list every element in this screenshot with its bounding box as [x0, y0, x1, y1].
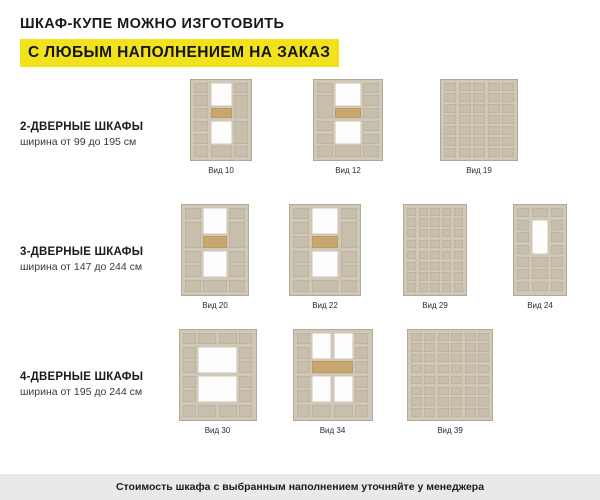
shelf-cell	[363, 83, 379, 93]
shelf-cell	[444, 104, 456, 112]
shelf-cell	[532, 282, 548, 292]
shelf-cell	[444, 126, 456, 134]
shelf-cell	[198, 333, 216, 345]
shelf-cell	[229, 208, 245, 220]
shelf-cell	[451, 365, 462, 373]
row-title: 3-ДВЕРНЫЕ ШКАФЫ	[20, 245, 144, 258]
wardrobe-caption: Вид 22	[312, 300, 338, 310]
wardrobe-drawing	[403, 204, 467, 296]
shelf-cell	[465, 365, 476, 373]
shelf-cell	[411, 354, 422, 362]
shelf-cell	[465, 376, 476, 384]
shelf-cell	[407, 218, 416, 226]
shelf-cell	[419, 229, 428, 237]
shelf-cell	[363, 121, 379, 131]
shelf-cell	[355, 347, 368, 359]
wardrobe-drawing	[289, 204, 361, 296]
shelf-cell	[234, 121, 248, 144]
shelf-cell	[551, 232, 563, 242]
header-line-1: ШКАФ-КУПЕ МОЖНО ИЗГОТОВИТЬ	[20, 16, 285, 32]
wardrobe-item[interactable]	[282, 79, 414, 175]
shelf-cell	[229, 280, 245, 292]
shelf-cell	[183, 333, 196, 345]
shelf-cell	[185, 208, 201, 220]
shelf-cell	[312, 280, 338, 292]
shelf-cell	[185, 251, 201, 263]
shelf-cell	[297, 333, 310, 345]
shelf-cell	[183, 405, 196, 417]
shelf-cell	[473, 148, 485, 156]
wardrobe-drawing	[513, 204, 567, 296]
shelf-cell	[185, 265, 201, 277]
shelf-cell	[478, 365, 489, 373]
wardrobe-drawing	[313, 79, 383, 161]
shelf-cell	[465, 387, 476, 395]
row-label-4-door	[0, 329, 160, 398]
shelf-cell	[442, 251, 451, 259]
shelf-cell	[551, 282, 563, 292]
shelf-cell	[234, 83, 248, 93]
wardrobe-item[interactable]	[160, 329, 275, 435]
shelf-cell	[438, 408, 449, 416]
shelf-cell	[442, 218, 451, 226]
shelf-cell	[312, 405, 331, 417]
shelf-cell	[451, 354, 462, 362]
shelf-cell	[478, 343, 489, 351]
shelf-cell	[183, 347, 196, 359]
shelf-cell	[312, 251, 338, 277]
shelf-cell	[411, 376, 422, 384]
row-4-door	[0, 329, 600, 454]
shelf-cell	[473, 115, 485, 123]
shelf-cell	[454, 272, 463, 280]
shelf-cell	[502, 115, 514, 123]
shelf-cell	[407, 240, 416, 248]
shelf-cell	[229, 251, 245, 263]
shelf-cell	[183, 376, 196, 388]
wardrobe-caption: Вид 30	[204, 425, 231, 435]
shelf-cell	[194, 134, 208, 144]
shelf-cell	[312, 236, 338, 248]
shelf-cell	[424, 343, 435, 351]
shelf-cell	[478, 376, 489, 384]
shelf-cell	[442, 240, 451, 248]
shelf-cell	[502, 148, 514, 156]
shelf-cell	[411, 343, 422, 351]
shelf-cell	[459, 104, 471, 112]
shelf-cell	[465, 343, 476, 351]
footer-bar	[0, 474, 600, 500]
wardrobe-caption: Вид 19	[466, 165, 492, 175]
shelf-cell	[419, 240, 428, 248]
shelf-cell	[239, 361, 252, 373]
shelf-cell	[478, 387, 489, 395]
shelf-cell	[317, 95, 333, 118]
shelf-cell	[203, 280, 227, 292]
shelf-cell	[293, 251, 309, 263]
shelf-cell	[194, 108, 208, 118]
shelf-cell	[407, 208, 416, 216]
wardrobe-drawing	[181, 204, 249, 296]
shelf-cell	[407, 229, 416, 237]
shelf-cell	[488, 148, 500, 156]
wardrobe-caption: Вид 29	[422, 300, 448, 310]
shelf-cell	[488, 104, 500, 112]
shelf-cell	[551, 269, 563, 279]
shelf-cell	[454, 262, 463, 270]
wardrobe-drawing	[179, 329, 257, 421]
shelf-cell	[355, 361, 368, 373]
wardrobe-caption: Вид 39	[437, 425, 463, 435]
shelf-cell	[532, 257, 548, 267]
shelf-cell	[517, 257, 529, 267]
shelf-cell	[363, 134, 379, 144]
shelf-cell	[219, 333, 237, 345]
shelf-cell	[502, 104, 514, 112]
shelf-cell	[430, 262, 439, 270]
row-3-door	[0, 204, 600, 329]
shelf-cell	[211, 121, 232, 144]
shelf-cell	[532, 220, 548, 255]
shelf-cell	[234, 146, 248, 156]
shelf-cell	[185, 222, 201, 248]
shelf-cell	[335, 121, 360, 144]
shelf-cell	[198, 376, 237, 402]
shelf-cell	[502, 126, 514, 134]
shelf-cell	[407, 251, 416, 259]
shelf-cell	[297, 390, 310, 402]
shelf-cell	[293, 265, 309, 277]
shelf-cell	[229, 265, 245, 277]
shelf-cell	[239, 376, 252, 388]
shelf-cell	[454, 283, 463, 291]
shelf-cell	[317, 146, 333, 156]
shelf-cell	[312, 376, 331, 402]
shelf-cell	[551, 220, 563, 230]
shelf-cell	[411, 397, 422, 405]
shelf-cell	[424, 333, 435, 341]
shelf-cell	[430, 272, 439, 280]
wardrobe-item[interactable]	[275, 329, 390, 435]
shelf-cell	[438, 397, 449, 405]
header-highlight	[20, 39, 339, 67]
shelf-cell	[459, 126, 471, 134]
shelf-cell	[517, 220, 529, 230]
shelf-cell	[438, 354, 449, 362]
shelf-cell	[407, 272, 416, 280]
shelf-cell	[438, 365, 449, 373]
shelf-cell	[293, 236, 309, 248]
shelf-cell	[438, 343, 449, 351]
shelf-cell	[335, 83, 360, 106]
shelf-cell	[198, 347, 237, 373]
shelf-cell	[317, 134, 333, 144]
shelf-cell	[454, 208, 463, 216]
shelf-cell	[424, 387, 435, 395]
shelf-cell	[183, 361, 196, 373]
header-line-2: С ЛЮБЫМ НАПОЛНЕНИЕМ НА ЗАКАЗ	[28, 44, 331, 61]
wardrobe-drawing	[407, 329, 493, 421]
shelf-cell	[488, 83, 500, 91]
shelf-cell	[239, 347, 252, 359]
wardrobe-drawing	[440, 79, 518, 161]
shelf-cell	[341, 222, 357, 248]
row-items-2-door	[160, 79, 600, 175]
shelf-cell	[451, 376, 462, 384]
shelf-cell	[442, 272, 451, 280]
shelf-cell	[424, 376, 435, 384]
shelf-cell	[459, 148, 471, 156]
shelf-cell	[451, 408, 462, 416]
shelf-cell	[363, 95, 379, 105]
shelf-cell	[442, 262, 451, 270]
wardrobe-item[interactable]	[490, 204, 590, 310]
row-subtitle: ширина от 195 до 244 см	[20, 385, 143, 398]
shelf-cell	[239, 405, 252, 417]
shelf-cell	[517, 245, 529, 255]
shelf-cell	[419, 262, 428, 270]
shelf-cell	[424, 397, 435, 405]
shelf-cell	[203, 236, 227, 248]
shelf-cell	[438, 376, 449, 384]
shelf-cell	[517, 232, 529, 242]
row-title: 2-ДВЕРНЫЕ ШКАФЫ	[20, 120, 144, 133]
shelf-cell	[317, 121, 333, 131]
shelf-cell	[407, 262, 416, 270]
shelf-cell	[203, 208, 227, 234]
shelf-cell	[312, 208, 338, 234]
shelf-cell	[419, 218, 428, 226]
row-label-2-door	[0, 79, 160, 148]
shelf-cell	[430, 251, 439, 259]
shelf-cell	[478, 354, 489, 362]
wardrobe-caption: Вид 10	[208, 165, 234, 175]
shelf-cell	[355, 390, 368, 402]
shelf-cell	[517, 282, 529, 292]
wardrobe-rows	[0, 79, 600, 454]
shelf-cell	[451, 343, 462, 351]
shelf-cell	[312, 361, 352, 373]
shelf-cell	[459, 83, 471, 91]
shelf-cell	[488, 93, 500, 101]
shelf-cell	[411, 333, 422, 341]
shelf-cell	[424, 408, 435, 416]
shelf-cell	[239, 390, 252, 402]
shelf-cell	[363, 146, 379, 156]
shelf-cell	[419, 251, 428, 259]
shelf-cell	[532, 269, 548, 279]
shelf-cell	[229, 222, 245, 248]
shelf-cell	[502, 83, 514, 91]
shelf-cell	[335, 108, 360, 118]
shelf-cell	[473, 126, 485, 134]
shelf-cell	[488, 115, 500, 123]
shelf-cell	[465, 354, 476, 362]
shelf-cell	[473, 93, 485, 101]
shelf-cell	[454, 251, 463, 259]
shelf-cell	[424, 365, 435, 373]
shelf-cell	[442, 208, 451, 216]
shelf-cell	[454, 240, 463, 248]
shelf-cell	[465, 397, 476, 405]
shelf-cell	[334, 405, 353, 417]
shelf-cell	[473, 104, 485, 112]
row-items-3-door	[160, 204, 600, 310]
shelf-cell	[473, 83, 485, 91]
shelf-cell	[551, 208, 563, 218]
wardrobe-item[interactable]	[390, 329, 510, 435]
shelf-cell	[185, 280, 201, 292]
footer-text: Стоимость шкафа с выбранным наполнением уточняйте у менеджера	[115, 481, 485, 493]
shelf-cell	[430, 283, 439, 291]
row-title: 4-ДВЕРНЫЕ ШКАФЫ	[20, 370, 144, 383]
shelf-cell	[211, 146, 232, 156]
shelf-cell	[442, 229, 451, 237]
shelf-cell	[234, 95, 248, 118]
shelf-cell	[334, 376, 353, 402]
shelf-cell	[293, 208, 309, 220]
shelf-cell	[194, 146, 208, 156]
shelf-cell	[459, 115, 471, 123]
shelf-cell	[444, 115, 456, 123]
shelf-cell	[194, 95, 208, 105]
shelf-cell	[532, 208, 548, 218]
shelf-cell	[341, 208, 357, 220]
shelf-cell	[502, 93, 514, 101]
shelf-cell	[419, 272, 428, 280]
shelf-cell	[239, 333, 252, 345]
row-2-door	[0, 79, 600, 204]
shelf-cell	[430, 240, 439, 248]
shelf-cell	[203, 251, 227, 277]
wardrobe-caption: Вид 20	[202, 300, 228, 310]
shelf-cell	[438, 387, 449, 395]
shelf-cell	[451, 397, 462, 405]
shelf-cell	[444, 83, 456, 91]
wardrobe-caption: Вид 34	[319, 425, 346, 435]
wardrobe-item[interactable]	[380, 204, 490, 310]
shelf-cell	[183, 390, 196, 402]
shelf-cell	[459, 93, 471, 101]
wardrobe-caption: Вид 12	[335, 165, 361, 175]
wardrobe-item[interactable]	[270, 204, 380, 310]
shelf-cell	[419, 283, 428, 291]
row-items-4-door	[160, 329, 600, 435]
shelf-cell	[363, 108, 379, 118]
shelf-cell	[517, 208, 529, 218]
shelf-cell	[312, 333, 331, 359]
row-label-3-door	[0, 204, 160, 273]
header	[0, 0, 600, 67]
shelf-cell	[341, 265, 357, 277]
wardrobe-caption: Вид 24	[527, 300, 553, 310]
shelf-cell	[355, 405, 368, 417]
shelf-cell	[419, 208, 428, 216]
shelf-cell	[438, 333, 449, 341]
shelf-cell	[465, 333, 476, 341]
shelf-cell	[551, 257, 563, 267]
shelf-cell	[341, 280, 357, 292]
shelf-cell	[454, 229, 463, 237]
shelf-cell	[430, 208, 439, 216]
shelf-cell	[451, 387, 462, 395]
shelf-cell	[355, 376, 368, 388]
shelf-cell	[488, 126, 500, 134]
shelf-cell	[194, 121, 208, 131]
shelf-cell	[442, 283, 451, 291]
shelf-cell	[297, 347, 310, 359]
shelf-cell	[198, 405, 216, 417]
shelf-cell	[444, 137, 456, 145]
wardrobe-item[interactable]	[160, 204, 270, 310]
shelf-cell	[502, 137, 514, 145]
shelf-cell	[444, 148, 456, 156]
shelf-cell	[211, 108, 232, 118]
shelf-cell	[335, 146, 360, 156]
shelf-cell	[407, 283, 416, 291]
shelf-cell	[430, 218, 439, 226]
shelf-cell	[194, 83, 208, 93]
shelf-cell	[297, 361, 310, 373]
shelf-cell	[488, 137, 500, 145]
shelf-cell	[465, 408, 476, 416]
shelf-cell	[334, 333, 353, 359]
shelf-cell	[219, 405, 237, 417]
shelf-cell	[411, 387, 422, 395]
shelf-cell	[355, 333, 368, 345]
shelf-cell	[293, 222, 309, 234]
wardrobe-drawing	[190, 79, 252, 161]
shelf-cell	[459, 137, 471, 145]
shelf-cell	[444, 93, 456, 101]
shelf-cell	[317, 83, 333, 93]
shelf-cell	[341, 251, 357, 263]
wardrobe-drawing	[293, 329, 373, 421]
shelf-cell	[430, 229, 439, 237]
shelf-cell	[411, 408, 422, 416]
shelf-cell	[478, 408, 489, 416]
row-subtitle: ширина от 99 до 195 см	[20, 135, 137, 148]
shelf-cell	[424, 354, 435, 362]
shelf-cell	[411, 365, 422, 373]
shelf-cell	[473, 137, 485, 145]
shelf-cell	[293, 280, 309, 292]
shelf-cell	[454, 218, 463, 226]
shelf-cell	[517, 269, 529, 279]
shelf-cell	[478, 333, 489, 341]
wardrobe-item[interactable]	[414, 79, 544, 175]
shelf-cell	[297, 405, 310, 417]
shelf-cell	[451, 333, 462, 341]
shelf-cell	[211, 83, 232, 106]
wardrobe-item[interactable]	[160, 79, 282, 175]
row-subtitle: ширина от 147 до 244 см	[20, 260, 143, 273]
shelf-cell	[551, 245, 563, 255]
shelf-cell	[297, 376, 310, 388]
shelf-cell	[478, 397, 489, 405]
